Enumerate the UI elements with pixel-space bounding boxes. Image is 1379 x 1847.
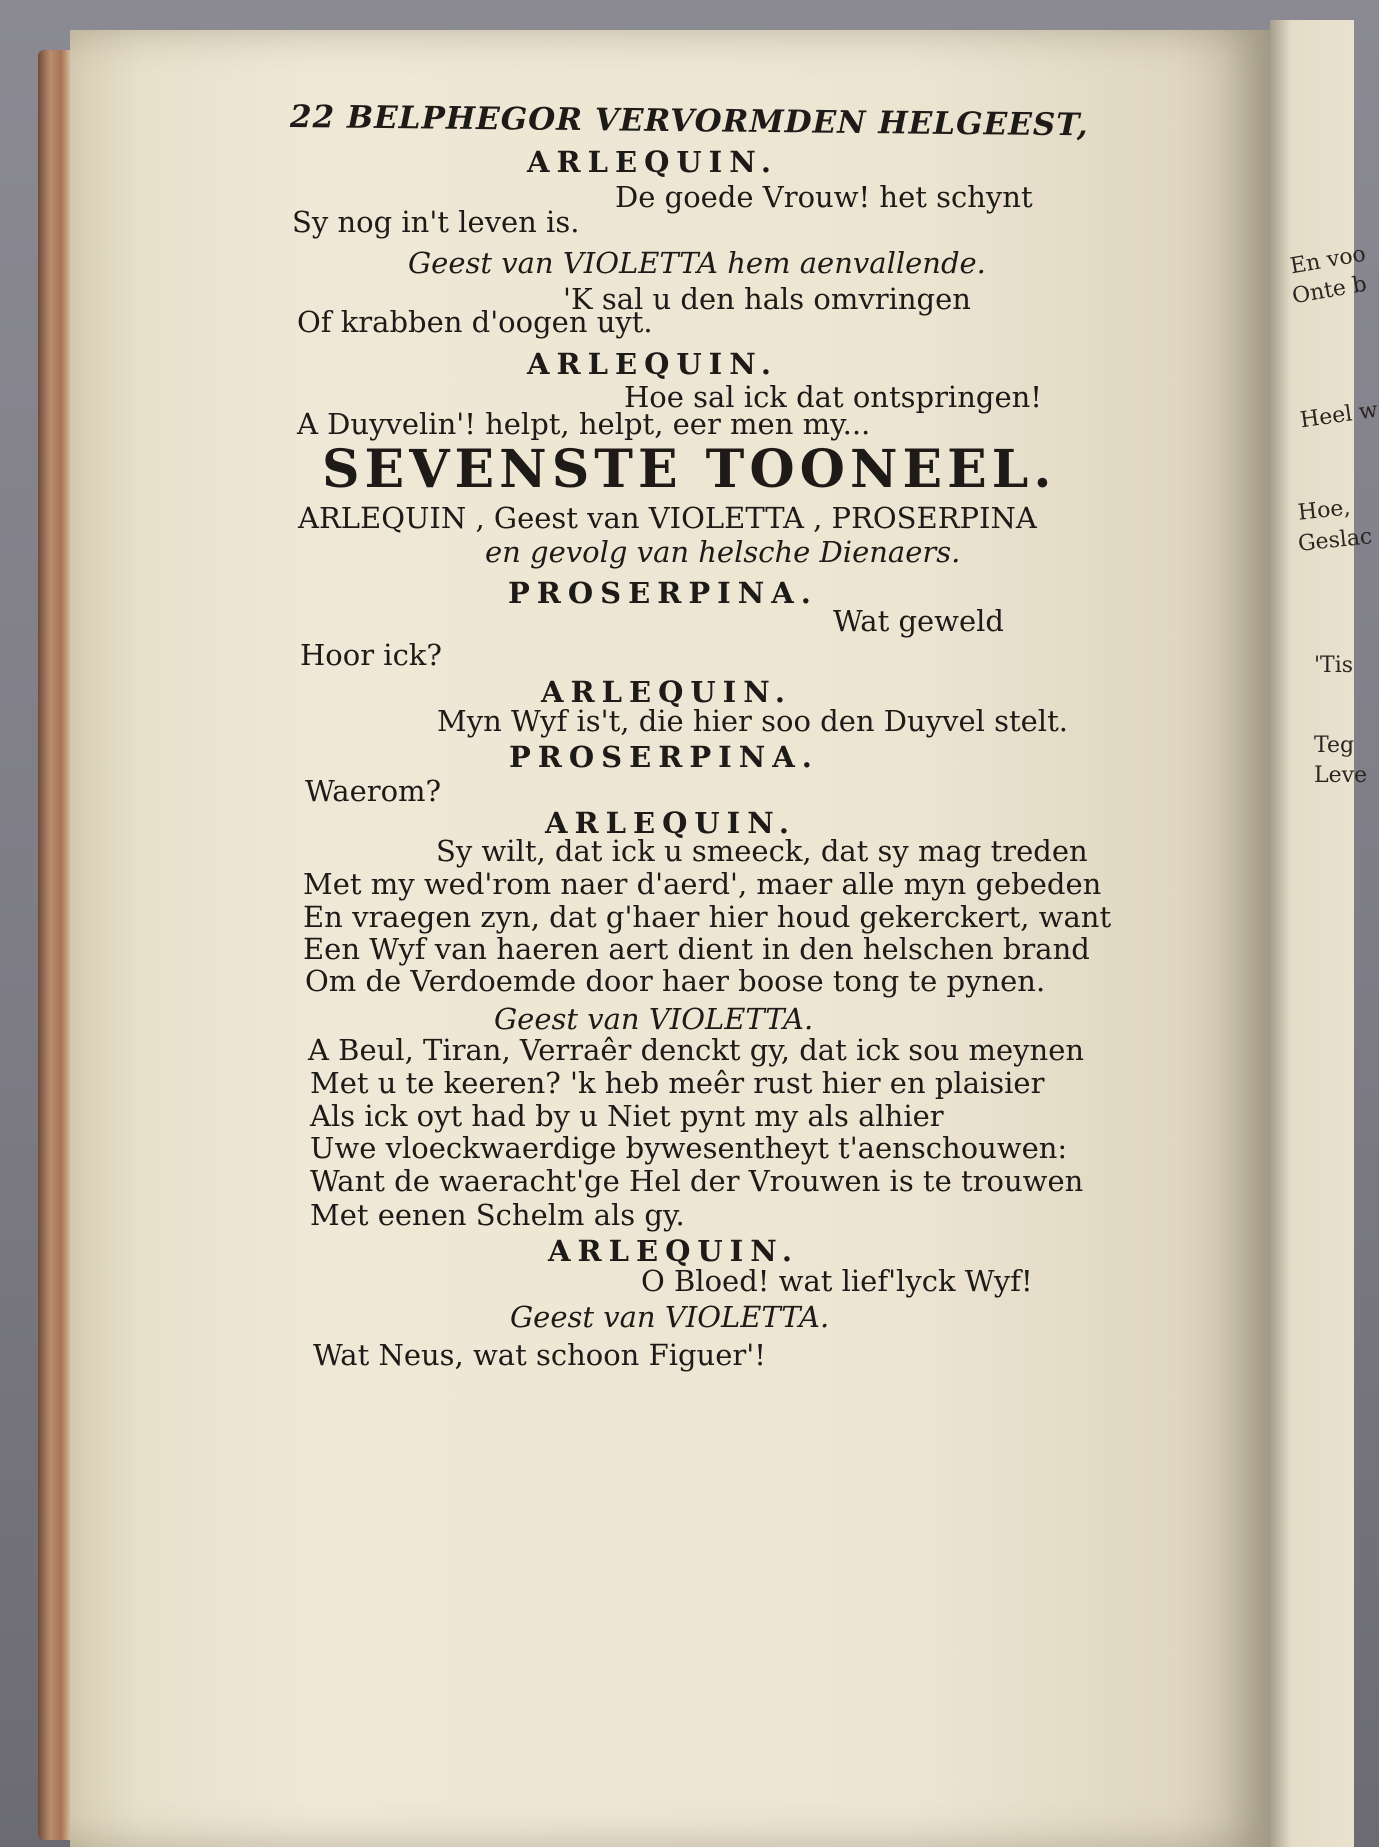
verse-line: Met eenen Schelm als gy. <box>310 1198 685 1232</box>
verse-line: Waerom? <box>305 774 442 808</box>
verse-line: Sy nog in't leven is. <box>292 205 580 239</box>
verse-line: Hoor ick? <box>300 638 442 672</box>
verse-line: Myn Wyf is't, die hier soo den Duyvel stelt. <box>437 704 1068 738</box>
verse-line: De goede Vrouw! het schynt <box>615 180 1033 214</box>
running-header <box>290 100 1089 142</box>
running-title: BELPHEGOR VERVORMDEN HELGEEST, <box>346 99 1089 144</box>
facing-page-word: Teg <box>1314 733 1355 758</box>
verse-line: Uwe vloeckwaerdige bywesentheyt t'aenschouwen: <box>310 1131 1068 1165</box>
cast-list: ARLEQUIN , Geest van VIOLETTA , PROSERPINA <box>298 501 1037 535</box>
stage-direction: Geest van VIOLETTA hem aenvallende. <box>408 246 986 280</box>
facing-page-word: Leve <box>1314 763 1368 788</box>
facing-page-word: Heel w <box>1298 397 1379 434</box>
verse-line: Met u te keeren? 'k heb meêr rust hier en plaisier <box>310 1066 1045 1100</box>
verse-line: Als ick oyt had by u Niet pynt my als alhier <box>310 1099 944 1133</box>
speaker-name: ARLEQUIN. <box>527 145 778 179</box>
speaker-name: Geest van VIOLETTA. <box>510 1300 830 1334</box>
verse-line: Wat geweld <box>833 604 1004 638</box>
speaker-name: PROSERPINA. <box>508 576 818 610</box>
verse-line: 'K sal u den hals omvringen <box>563 282 971 316</box>
scene-heading: SEVENSTE TOONEEL. <box>322 439 1057 500</box>
facing-page-word: Hoe, <box>1296 495 1352 526</box>
verse-line: A Beul, Tiran, Verraêr denckt gy, dat ick sou meynen <box>308 1033 1085 1067</box>
verse-line: Hoe sal ick dat ontspringen! <box>624 380 1042 414</box>
verse-line: Met my wed'rom naer d'aerd', maer alle myn gebeden <box>303 867 1102 901</box>
speaker-name: Geest van VIOLETTA. <box>494 1002 814 1036</box>
verse-line: Een Wyf van haeren aert dient in den helschen brand <box>303 932 1090 966</box>
verse-line: Sy wilt, dat ick u smeeck, dat sy mag treden <box>436 834 1088 868</box>
facing-page-word: Onte b <box>1290 271 1369 310</box>
verse-line: En vraegen zyn, dat g'haer hier houd gekerckert, want <box>303 900 1112 934</box>
cast-list-continued: en gevolg van helsche Dienaers. <box>485 535 961 569</box>
speaker-name: ARLEQUIN. <box>527 347 778 381</box>
verse-line: Of krabben d'oogen uyt. <box>297 305 653 339</box>
page-number: 22 <box>289 99 336 136</box>
verse-line: A Duyvelin'! helpt, helpt, eer men my... <box>297 407 871 441</box>
speaker-name: PROSERPINA. <box>509 740 819 774</box>
facing-page-word: Geslac <box>1296 524 1374 557</box>
verse-line: Om de Verdoemde door haer boose tong te pynen. <box>305 964 1046 998</box>
speaker-name: ARLEQUIN. <box>541 675 792 709</box>
verse-line: Wat Neus, wat schoon Figuer'! <box>313 1338 766 1372</box>
facing-page-word: En voo <box>1288 241 1368 280</box>
facing-page-word: 'Tis <box>1314 653 1354 678</box>
speaker-name: ARLEQUIN. <box>548 1234 799 1268</box>
verse-line: Want de waeracht'ge Hel der Vrouwen is te trouwen <box>310 1164 1084 1198</box>
verse-line: O Bloed! wat lief'lyck Wyf! <box>641 1264 1033 1298</box>
speaker-name: ARLEQUIN. <box>545 806 796 840</box>
